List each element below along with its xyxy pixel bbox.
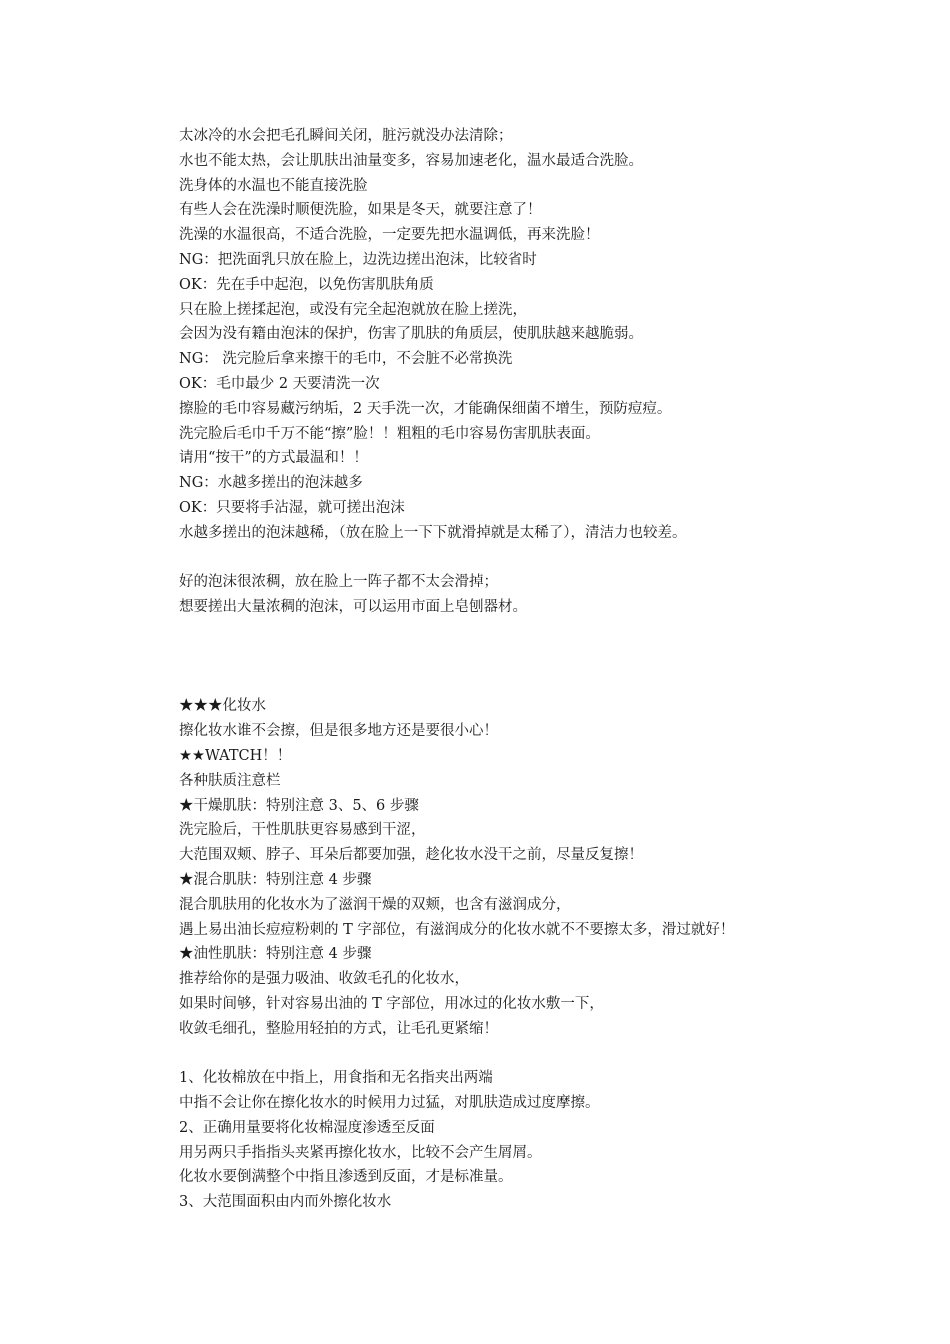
text-line: OK：毛巾最少 2 天要清洗一次 [179, 375, 380, 392]
text-line: 收敛毛细孔，整脸用轻拍的方式，让毛孔更紧缩！ [179, 1020, 498, 1037]
text-line: 用另两只手指指头夹紧再擦化妆水，比较不会产生屑屑。 [179, 1144, 542, 1161]
blank-line [179, 546, 789, 571]
section-steps [179, 1066, 789, 1215]
section-foam [179, 570, 789, 620]
blank-lines [179, 620, 789, 670]
text-line: NG： 洗完脸后拿来擦干的毛巾，不会脏不必常换洗 [179, 351, 513, 368]
text-line: 如果时间够，针对容易出油的 T 字部位，用冰过的化妆水敷一下， [179, 995, 604, 1012]
text-line: NG：水越多搓出的泡沫越多 [179, 475, 363, 492]
text-line: OK：只要将手沾湿，就可搓出泡沫 [179, 499, 405, 516]
text-line: 混合肌肤用的化妆水为了滋润干燥的双颊，也含有滋润成分， [179, 896, 571, 913]
text-line: 洗身体的水温也不能直接洗脸 [179, 177, 368, 194]
section-toner [179, 694, 789, 1041]
text-line: ★油性肌肤：特别注意 4 步骤 [179, 946, 372, 963]
text-line: 擦脸的毛巾容易藏污纳垢，2 天手洗一次，才能确保细菌不增生，预防痘痘。 [179, 400, 672, 417]
text-line: 3、大范围面积由内而外擦化妆水 [179, 1194, 392, 1211]
text-line: 洗澡的水温很高，不适合洗脸，一定要先把水温调低，再来洗脸！ [179, 227, 600, 244]
text-line: 水也不能太热，会让肌肤出油量变多，容易加速老化，温水最适合洗脸。 [179, 152, 643, 169]
text-line: 有些人会在洗澡时顺便洗脸，如果是冬天，就要注意了！ [179, 202, 542, 219]
text-line: 2、正确用量要将化妆棉湿度渗透至反面 [179, 1119, 435, 1136]
text-line: 想要搓出大量浓稠的泡沫，可以运用市面上皂刨器材。 [179, 599, 527, 616]
text-line: ★干燥肌肤：特别注意 3、5、6 步骤 [179, 797, 419, 814]
blank-line [179, 1041, 789, 1066]
text-line: 化妆水要倒满整个中指且渗透到反面，才是标准量。 [179, 1169, 513, 1186]
section-wash [179, 124, 789, 546]
section-heading: ★★★化妆水 [179, 698, 266, 715]
blank-line [179, 670, 789, 695]
document-page [179, 124, 789, 1215]
text-line: OK：先在手中起泡，以免伤害肌肤角质 [179, 276, 434, 293]
text-line: 1、化妆棉放在中指上，用食指和无名指夹出两端 [179, 1070, 493, 1087]
text-line: 会因为没有籍由泡沫的保护，伤害了肌肤的角质层，使肌肤越来越脆弱。 [179, 326, 643, 343]
text-line: ★混合肌肤：特别注意 4 步骤 [179, 871, 372, 888]
text-line: 推荐给你的是强力吸油、收敛毛孔的化妆水， [179, 971, 469, 988]
text-line: 水越多搓出的泡沫越稀，（放在脸上一下下就滑掉就是太稀了），清洁力也较差。 [179, 524, 687, 541]
text-line: 中指不会让你在擦化妆水的时候用力过猛，对肌肤造成过度摩擦。 [179, 1095, 600, 1112]
text-line: 洗完脸后，干性肌肤更容易感到干涩， [179, 822, 426, 839]
text-line: 各种肤质注意栏 [179, 772, 281, 789]
text-line: ★★WATCH！！ [179, 747, 292, 764]
text-line: NG：把洗面乳只放在脸上，边洗边搓出泡沫，比较省时 [179, 251, 537, 268]
text-line: 洗完脸后毛巾千万不能“擦”脸！！粗粗的毛巾容易伤害肌肤表面。 [179, 425, 600, 442]
text-line: 遇上易出油长痘痘粉刺的 T 字部位，有滋润成分的化妆水就不不要擦太多，滑过就好！ [179, 921, 735, 938]
text-line: 只在脸上搓揉起泡，或没有完全起泡就放在脸上搓洗， [179, 301, 527, 318]
text-line: 大范围双颊、脖子、耳朵后都要加强，趁化妆水没干之前，尽量反复擦！ [179, 847, 643, 864]
text-line: 擦化妆水谁不会擦，但是很多地方还是要很小心！ [179, 723, 498, 740]
text-line: 好的泡沫很浓稠，放在脸上一阵子都不太会滑掉； [179, 574, 498, 591]
text-line: 太冰冷的水会把毛孔瞬间关闭，脏污就没办法清除； [179, 128, 513, 144]
text-line: 请用“按干”的方式最温和！！ [179, 450, 368, 467]
